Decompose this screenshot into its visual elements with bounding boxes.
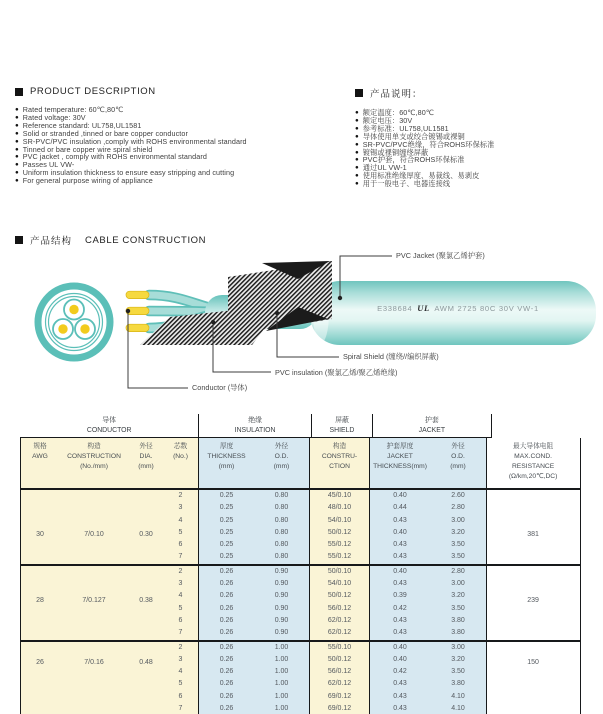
column-header: 外径 DIA. (mm) <box>129 438 163 488</box>
table-cell: 3 <box>163 502 199 514</box>
label-spiral-shield: Spiral Shield (缠绕//编织屏蔽) <box>343 352 439 361</box>
column-header: 厚度 THICKNESS (mm) <box>199 438 254 488</box>
product-description-list-cn <box>355 109 600 188</box>
table-cell: 0.39 <box>370 590 430 602</box>
table-cell: 239 <box>487 566 579 640</box>
column-header: 构造 CONSTRUCTION (No./mm) <box>59 438 129 488</box>
table-cell: 1.00 <box>254 691 310 703</box>
column-header: 规格 AWG <box>21 438 59 488</box>
table-cell: 5 <box>163 603 199 615</box>
bullet-text: 额定电压：30V <box>362 115 413 125</box>
table-cell: 3 <box>163 578 199 590</box>
table-cell: 7 <box>163 703 199 714</box>
section-product-description-en <box>15 86 350 185</box>
bullet-text: SR-PVC/PVC insulation ,comply with ROHS environmental standard <box>22 136 247 146</box>
bullet-icon: ● <box>15 137 19 145</box>
bullet-icon: ● <box>355 164 359 172</box>
spec-table-body <box>21 488 580 714</box>
spec-table-group-header-row <box>20 414 581 438</box>
table-cell: 0.43 <box>370 539 430 551</box>
bullet-text: 额定温度：60℃,80℃ <box>362 108 435 117</box>
table-cell: 3.50 <box>430 603 487 615</box>
column-header: 护套厚度 JACKET THICKNESS(mm) <box>370 438 430 488</box>
table-cell: 0.80 <box>254 551 310 563</box>
table-cell: 30 <box>21 490 59 564</box>
table-cell: 0.26 <box>199 578 254 590</box>
heading-text-cn: 产品结构 <box>30 236 73 247</box>
group-header-conductor: 导体 CONDUCTOR <box>20 414 199 438</box>
group-header-blank <box>492 414 581 438</box>
table-cell: 0.80 <box>254 502 310 514</box>
table-cell: 48/0.10 <box>310 502 370 514</box>
conductor-tip <box>126 291 149 298</box>
table-cell: 0.43 <box>370 578 430 590</box>
table-cell: 0.43 <box>370 678 430 690</box>
section-product-description-cn <box>355 86 600 188</box>
table-cell: 4.10 <box>430 691 487 703</box>
group-header-jacket: 护套 JACKET <box>373 414 491 438</box>
spec-table-bordered-area <box>20 438 581 714</box>
table-cell: 56/0.12 <box>310 603 370 615</box>
table-cell: 0.48 <box>129 642 163 714</box>
table-cell: 1.00 <box>254 703 310 714</box>
column-header: 芯数 (No.) <box>163 438 199 488</box>
table-cell: 0.26 <box>199 627 254 639</box>
table-cell: 0.26 <box>199 603 254 615</box>
cable-marking-suffix: AWM 2725 80C 30V VW-1 <box>434 304 539 313</box>
table-cell: 3.80 <box>430 627 487 639</box>
table-cell: 0.90 <box>254 590 310 602</box>
table-cell: 1.00 <box>254 666 310 678</box>
table-cell: 56/0.12 <box>310 666 370 678</box>
bullet-text: Rated voltage: 30V <box>22 112 86 122</box>
bullet-icon: ● <box>355 172 359 180</box>
column-header: 外径 O.D. (mm) <box>254 438 310 488</box>
table-cell: 0.25 <box>199 502 254 514</box>
heading-text: PRODUCT DESCRIPTION <box>30 86 156 97</box>
table-cell: 0.26 <box>199 590 254 602</box>
table-cell: 4 <box>163 515 199 527</box>
table-cell: 50/0.12 <box>310 590 370 602</box>
cable-marking <box>346 303 570 313</box>
column-header: 构造 CONSTRU- CTION <box>310 438 370 488</box>
bullet-text: Tinned or bare copper wire spiral shield <box>22 144 153 154</box>
table-cell: 62/0.12 <box>310 627 370 639</box>
bullet-icon: ● <box>15 121 19 129</box>
spec-table <box>20 414 581 714</box>
table-cell: 55/0.12 <box>310 551 370 563</box>
table-cell: 0.80 <box>254 527 310 539</box>
table-group-awg-28 <box>21 564 580 640</box>
table-cell: 7/0.16 <box>59 642 129 714</box>
bullet-text: 用于一般电子、电器连接线 <box>362 179 451 189</box>
bullet-text: Uniform insulation thickness to ensure easy stripping and cutting <box>22 168 235 178</box>
table-cell: 0.26 <box>199 566 254 578</box>
table-cell: 3.80 <box>430 615 487 627</box>
column-header: 外径 O.D. (mm) <box>430 438 487 488</box>
table-cell: 0.44 <box>370 502 430 514</box>
table-cell: 62/0.12 <box>310 615 370 627</box>
table-cell: 0.42 <box>370 666 430 678</box>
table-cell: 0.90 <box>254 627 310 639</box>
conductor-tip <box>126 324 149 331</box>
table-cell: 2 <box>163 566 199 578</box>
table-cell: 69/0.12 <box>310 691 370 703</box>
bullet-icon: ● <box>15 129 19 137</box>
bullet-icon: ● <box>355 109 359 116</box>
cable-construction-diagram <box>0 243 603 408</box>
cable-diagram-art <box>0 243 603 408</box>
table-cell: 0.25 <box>199 527 254 539</box>
table-cell: 50/0.12 <box>310 527 370 539</box>
table-cell: 54/0.10 <box>310 578 370 590</box>
bullet-icon: ● <box>355 132 359 140</box>
table-cell: 3.00 <box>430 642 487 654</box>
cross-section <box>38 286 110 358</box>
table-cell: 1.00 <box>254 678 310 690</box>
table-cell: 62/0.12 <box>310 678 370 690</box>
table-cell: 45/0.10 <box>310 490 370 502</box>
table-cell: 0.26 <box>199 642 254 654</box>
label-conductor: Conductor (导体) <box>192 383 248 392</box>
jacket-body <box>310 281 596 345</box>
table-cell: 69/0.12 <box>310 703 370 714</box>
table-cell: 2 <box>163 642 199 654</box>
table-cell: 7/0.127 <box>59 566 129 640</box>
table-cell: 1.00 <box>254 654 310 666</box>
bullet-icon: ● <box>355 140 359 148</box>
table-group-awg-26 <box>21 640 580 714</box>
table-cell: 3.50 <box>430 551 487 563</box>
bullet-text: For general purpose wiring of appliance <box>22 176 153 186</box>
table-cell: 0.26 <box>199 703 254 714</box>
table-cell: 0.40 <box>370 642 430 654</box>
table-cell: 55/0.12 <box>310 539 370 551</box>
bullet-text: 镀锡或裸铜缠绕屏蔽 <box>362 147 429 157</box>
table-cell: 0.80 <box>254 515 310 527</box>
table-group-awg-30 <box>21 488 580 564</box>
table-cell: 3.20 <box>430 654 487 666</box>
table-cell: 0.40 <box>370 527 430 539</box>
bullet-text: 导体使用单支或绞合镀锡或裸铜 <box>362 131 465 141</box>
section-marker-icon <box>355 89 363 97</box>
bullet-icon: ● <box>15 106 19 113</box>
bullet-icon: ● <box>355 124 359 132</box>
table-cell: 2 <box>163 490 199 502</box>
bullet-icon: ● <box>15 169 19 177</box>
table-cell: 0.90 <box>254 566 310 578</box>
table-cell: 3.50 <box>430 666 487 678</box>
label-pvc-insulation: PVC insulation (聚氯乙烯/聚乙烯绝缘) <box>275 368 398 377</box>
table-cell: 3.00 <box>430 515 487 527</box>
table-cell: 2.80 <box>430 566 487 578</box>
table-cell: 2.60 <box>430 490 487 502</box>
bullet-text: PVC护套，符合ROHS环保标准 <box>362 155 465 165</box>
table-cell: 0.25 <box>199 490 254 502</box>
table-cell: 0.26 <box>199 666 254 678</box>
table-cell: 26 <box>21 642 59 714</box>
table-cell: 0.80 <box>254 539 310 551</box>
bullet-item <box>15 177 350 185</box>
bullet-text: Reference standard: UL758,UL1581 <box>22 120 142 130</box>
table-cell: 0.40 <box>370 566 430 578</box>
table-cell: 0.43 <box>370 703 430 714</box>
table-cell: 0.90 <box>254 615 310 627</box>
bullet-item <box>355 180 600 188</box>
table-cell: 0.90 <box>254 603 310 615</box>
table-cell: 0.26 <box>199 654 254 666</box>
table-cell: 0.30 <box>129 490 163 564</box>
heading-product-description-cn <box>355 86 600 100</box>
table-cell: 0.40 <box>370 654 430 666</box>
table-cell: 5 <box>163 527 199 539</box>
cable-marking-prefix: E338684 <box>377 304 413 313</box>
table-cell: 0.25 <box>199 539 254 551</box>
bullet-icon: ● <box>355 116 359 124</box>
bullet-text: SR-PVC/PVC绝缘，符合ROHS环保标准 <box>362 139 495 149</box>
bullet-icon: ● <box>15 153 19 161</box>
table-cell: 0.43 <box>370 615 430 627</box>
bullet-icon: ● <box>355 180 359 188</box>
table-cell: 50/0.12 <box>310 654 370 666</box>
table-cell: 3.50 <box>430 539 487 551</box>
table-cell: 6 <box>163 615 199 627</box>
table-cell: 0.26 <box>199 678 254 690</box>
bullet-text: 使用标准绝缘厚度、易裁线、易剥皮 <box>362 171 480 181</box>
bullet-text: PVC jacket , comply with ROHS environmental standard <box>22 152 207 162</box>
table-cell: 3.20 <box>430 590 487 602</box>
table-cell: 7 <box>163 551 199 563</box>
table-cell: 0.26 <box>199 615 254 627</box>
table-cell: 0.40 <box>370 490 430 502</box>
section-marker-icon <box>15 88 23 96</box>
bullet-text: 参考标准：UL758,UL1581 <box>362 123 449 133</box>
group-header-shield: 屏蔽 SHIELD <box>312 414 373 438</box>
bullet-icon: ● <box>15 161 19 169</box>
table-cell: 4.10 <box>430 703 487 714</box>
bullet-icon: ● <box>15 113 19 121</box>
heading-text-en: CABLE CONSTRUCTION <box>85 234 207 246</box>
table-cell: 381 <box>487 490 579 564</box>
table-cell: 7/0.10 <box>59 490 129 564</box>
table-cell: 54/0.10 <box>310 515 370 527</box>
table-cell: 3.80 <box>430 678 487 690</box>
table-cell: 7 <box>163 627 199 639</box>
table-cell: 4 <box>163 666 199 678</box>
bullet-text: Passes UL VW- <box>22 160 75 170</box>
bullet-text: 通过UL VW-1 <box>362 163 407 173</box>
heading-product-description <box>15 86 350 97</box>
bullet-icon: ● <box>355 156 359 164</box>
table-cell: 4 <box>163 590 199 602</box>
table-cell: 0.80 <box>254 490 310 502</box>
table-cell: 3 <box>163 654 199 666</box>
table-cell: 0.38 <box>129 566 163 640</box>
column-header: 最大导体电阻 MAX.COND. RESISTANCE (Ω/km,20℃,DC) <box>487 438 579 488</box>
table-cell: 0.43 <box>370 691 430 703</box>
table-cell: 0.26 <box>199 691 254 703</box>
table-cell: 3.00 <box>430 578 487 590</box>
spec-subheader <box>21 438 580 488</box>
table-cell: 5 <box>163 678 199 690</box>
table-cell: 1.00 <box>254 642 310 654</box>
table-cell: 0.42 <box>370 603 430 615</box>
label-pvc-jacket: PVC Jacket (聚氯乙烯护套) <box>396 251 485 260</box>
table-cell: 0.43 <box>370 627 430 639</box>
table-cell: 50/0.10 <box>310 566 370 578</box>
bullet-icon: ● <box>15 145 19 153</box>
group-header-insulation: 绝缘 INSULATION <box>199 414 311 438</box>
bullet-icon: ● <box>15 177 19 185</box>
bullet-icon: ● <box>355 148 359 156</box>
table-cell: 28 <box>21 566 59 640</box>
table-cell: 0.43 <box>370 551 430 563</box>
heading-text: 产品说明： <box>370 89 423 100</box>
table-cell: 2.80 <box>430 502 487 514</box>
table-cell: 0.25 <box>199 515 254 527</box>
table-cell: 0.25 <box>199 551 254 563</box>
bullet-text: Solid or stranded ,tinned or bare copper conductor <box>22 128 188 138</box>
table-cell: 0.43 <box>370 515 430 527</box>
table-cell: 6 <box>163 691 199 703</box>
table-cell: 6 <box>163 539 199 551</box>
table-cell: 3.20 <box>430 527 487 539</box>
ul-mark-icon: UL <box>417 303 430 313</box>
table-cell: 55/0.10 <box>310 642 370 654</box>
table-cell: 150 <box>487 642 579 714</box>
bullet-text: Rated temperature: 60℃,80℃ <box>22 105 124 114</box>
product-description-list-en <box>15 106 350 185</box>
table-cell: 0.90 <box>254 578 310 590</box>
